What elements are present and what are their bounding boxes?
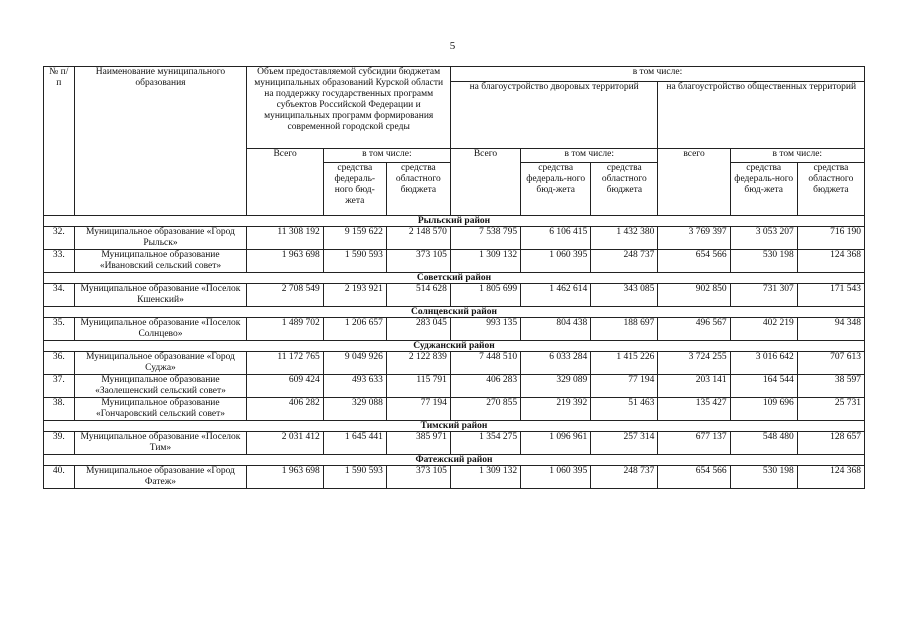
amount-cell: 6 106 415 [521,227,591,250]
table-row [44,432,865,455]
amount-cell: 38 597 [797,375,864,398]
amount-cell: 1 963 698 [247,466,323,489]
amount-cell: 6 033 284 [521,352,591,375]
region-name: Тимский район [44,421,865,432]
table-row [44,398,865,421]
amount-cell: 1 206 657 [323,318,386,341]
amount-cell: 1 489 702 [247,318,323,341]
table-row [44,318,865,341]
header-including: в том числе: [450,67,864,82]
row-number: 32. [44,227,75,250]
amount-cell: 1 805 699 [450,284,520,307]
region-row [44,341,865,352]
region-row [44,273,865,284]
municipality-name: Муниципальное образование «Город Рыльск» [74,227,247,250]
row-number: 37. [44,375,75,398]
header-incl-yard: в том числе: [521,149,658,163]
amount-cell: 1 096 961 [521,432,591,455]
amount-cell: 124 368 [797,250,864,273]
amount-cell: 385 971 [386,432,450,455]
header-public: на благоустройство общественных территорий [658,82,865,149]
amount-cell: 3 724 255 [658,352,730,375]
amount-cell: 11 172 765 [247,352,323,375]
amount-cell: 3 053 207 [730,227,797,250]
municipality-name: Муниципальное образование «Поселок Тим» [74,432,247,455]
amount-cell: 496 567 [658,318,730,341]
amount-cell: 406 283 [450,375,520,398]
amount-cell: 128 657 [797,432,864,455]
header-volume: Объем предоставляемой субсидии бюджетам муниципальных образований Курской области на поддержку государственных программ субъектов Российской Федерации и муниципальных программ формирования современной городской среды [247,67,450,149]
amount-cell: 1 462 614 [521,284,591,307]
region-row [44,216,865,227]
amount-cell: 11 308 192 [247,227,323,250]
amount-cell: 1 415 226 [591,352,658,375]
amount-cell: 94 348 [797,318,864,341]
amount-cell: 993 135 [450,318,520,341]
municipality-name: Муниципальное образование «Город Фатеж» [74,466,247,489]
amount-cell: 248 737 [591,250,658,273]
amount-cell: 135 427 [658,398,730,421]
row-number: 34. [44,284,75,307]
amount-cell: 3 016 642 [730,352,797,375]
amount-cell: 329 089 [521,375,591,398]
table-row [44,250,865,273]
amount-cell: 219 392 [521,398,591,421]
amount-cell: 731 307 [730,284,797,307]
table-row [44,227,865,250]
region-name: Фатежский район [44,455,865,466]
header-federal-public: средства федераль-ного бюд-жета [730,163,797,216]
amount-cell: 9 049 926 [323,352,386,375]
header-federal-yard: средства федераль-ного бюд-жета [521,163,591,216]
row-number: 35. [44,318,75,341]
header-regional-public: средства областного бюджета [797,163,864,216]
amount-cell: 406 282 [247,398,323,421]
amount-cell: 1 354 275 [450,432,520,455]
amount-cell: 2 708 549 [247,284,323,307]
region-name: Солнцевский район [44,307,865,318]
municipality-name: Муниципальное образование «Ивановский сельский совет» [74,250,247,273]
amount-cell: 7 448 510 [450,352,520,375]
subsidy-table [43,66,865,489]
header-name: Наименование муниципального образования [74,67,247,216]
amount-cell: 343 085 [591,284,658,307]
header-no: № п/п [44,67,75,216]
amount-cell: 609 424 [247,375,323,398]
amount-cell: 1 060 395 [521,466,591,489]
table-row [44,284,865,307]
amount-cell: 270 855 [450,398,520,421]
amount-cell: 171 543 [797,284,864,307]
amount-cell: 902 850 [658,284,730,307]
amount-cell: 77 194 [591,375,658,398]
amount-cell: 109 696 [730,398,797,421]
amount-cell: 329 088 [323,398,386,421]
region-name: Советский район [44,273,865,284]
header-yard: на благоустройство дворовых территорий [450,82,658,149]
amount-cell: 373 105 [386,250,450,273]
table-row [44,466,865,489]
header-incl-volume: в том числе: [323,149,450,163]
amount-cell: 707 613 [797,352,864,375]
amount-cell: 373 105 [386,466,450,489]
amount-cell: 164 544 [730,375,797,398]
table-row [44,352,865,375]
table-row [44,375,865,398]
amount-cell: 115 791 [386,375,450,398]
amount-cell: 1 963 698 [247,250,323,273]
amount-cell: 203 141 [658,375,730,398]
row-number: 40. [44,466,75,489]
amount-cell: 402 219 [730,318,797,341]
amount-cell: 530 198 [730,250,797,273]
row-number: 38. [44,398,75,421]
row-number: 36. [44,352,75,375]
amount-cell: 2 122 839 [386,352,450,375]
amount-cell: 1 645 441 [323,432,386,455]
amount-cell: 124 368 [797,466,864,489]
amount-cell: 3 769 397 [658,227,730,250]
amount-cell: 493 633 [323,375,386,398]
amount-cell: 654 566 [658,250,730,273]
amount-cell: 654 566 [658,466,730,489]
amount-cell: 51 463 [591,398,658,421]
municipality-name: Муниципальное образование «Город Суджа» [74,352,247,375]
amount-cell: 2 148 570 [386,227,450,250]
municipality-name: Муниципальное образование «Гончаровский сельский совет» [74,398,247,421]
amount-cell: 2 193 921 [323,284,386,307]
header-incl-public: в том числе: [730,149,864,163]
amount-cell: 1 309 132 [450,250,520,273]
amount-cell: 1 432 380 [591,227,658,250]
amount-cell: 9 159 622 [323,227,386,250]
amount-cell: 514 628 [386,284,450,307]
amount-cell: 804 438 [521,318,591,341]
row-number: 39. [44,432,75,455]
amount-cell: 248 737 [591,466,658,489]
amount-cell: 257 314 [591,432,658,455]
region-row [44,307,865,318]
region-name: Рыльский район [44,216,865,227]
amount-cell: 716 190 [797,227,864,250]
header-total-yard: Всего [450,149,520,216]
region-row [44,421,865,432]
amount-cell: 1 309 132 [450,466,520,489]
header-regional-volume: средства областного бюджета [386,163,450,216]
header-total-public: всего [658,149,730,216]
amount-cell: 530 198 [730,466,797,489]
municipality-name: Муниципальное образование «Поселок Кшенский» [74,284,247,307]
amount-cell: 677 137 [658,432,730,455]
amount-cell: 2 031 412 [247,432,323,455]
amount-cell: 1 060 395 [521,250,591,273]
amount-cell: 1 590 593 [323,250,386,273]
region-name: Суджанский район [44,341,865,352]
page-number: 5 [449,40,456,52]
header-total-volume: Всего [247,149,323,216]
region-row [44,455,865,466]
amount-cell: 7 538 795 [450,227,520,250]
amount-cell: 188 697 [591,318,658,341]
municipality-name: Муниципальное образование «Заолешенский сельский совет» [74,375,247,398]
amount-cell: 548 480 [730,432,797,455]
amount-cell: 77 194 [386,398,450,421]
municipality-name: Муниципальное образование «Поселок Солнцево» [74,318,247,341]
amount-cell: 25 731 [797,398,864,421]
row-number: 33. [44,250,75,273]
amount-cell: 283 045 [386,318,450,341]
header-federal-volume: средства федераль-ного бюд-жета [323,163,386,216]
header-regional-yard: средства областного бюджета [591,163,658,216]
amount-cell: 1 590 593 [323,466,386,489]
